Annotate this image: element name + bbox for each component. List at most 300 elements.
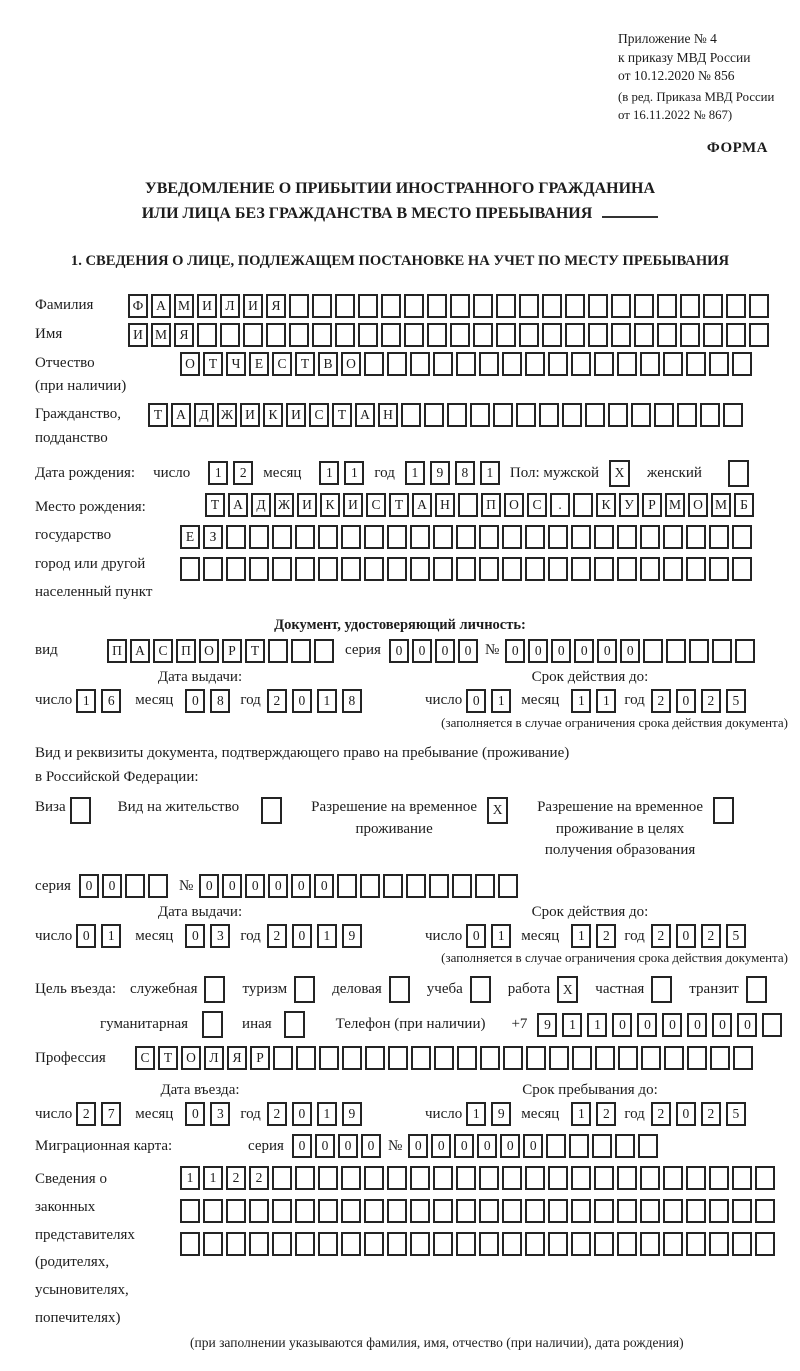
char-box[interactable] [594,1199,614,1223]
char-box[interactable] [542,294,562,318]
char-box[interactable]: О [181,1046,201,1070]
char-box[interactable] [571,1199,591,1223]
char-box[interactable]: 0 [505,639,525,663]
char-box[interactable] [643,639,663,663]
char-box[interactable] [410,525,430,549]
char-box[interactable] [404,294,424,318]
char-box[interactable] [713,797,734,824]
char-box[interactable]: Т [245,639,265,663]
char-box[interactable]: 0 [185,1102,205,1126]
char-box[interactable] [539,403,559,427]
char-box[interactable] [700,403,720,427]
char-box[interactable]: 0 [76,924,96,948]
char-box[interactable]: 1 [101,924,121,948]
char-box[interactable] [401,403,421,427]
char-box[interactable] [389,976,410,1003]
char-box[interactable]: С [527,493,547,517]
char-box[interactable] [502,1166,522,1190]
char-box[interactable] [479,557,499,581]
char-box[interactable] [709,1232,729,1256]
char-box[interactable] [226,1232,246,1256]
char-box[interactable]: 8 [342,689,362,713]
char-box[interactable]: Ж [274,493,294,517]
char-box[interactable]: 0 [79,874,99,898]
char-box[interactable] [516,403,536,427]
char-box[interactable] [266,323,286,347]
char-box[interactable]: К [320,493,340,517]
char-box[interactable] [318,1232,338,1256]
char-box[interactable] [640,525,660,549]
char-box[interactable]: 2 [267,689,287,713]
char-box[interactable]: К [263,403,283,427]
char-box[interactable]: 0 [185,689,205,713]
char-box[interactable] [571,352,591,376]
char-box[interactable]: 2 [226,1166,246,1190]
char-box[interactable] [470,403,490,427]
char-box[interactable] [663,1199,683,1223]
char-box[interactable] [204,976,225,1003]
char-box[interactable] [496,323,516,347]
char-box[interactable] [387,1199,407,1223]
char-box[interactable]: А [130,639,150,663]
char-box[interactable] [226,557,246,581]
char-box[interactable]: 0 [199,874,219,898]
char-box[interactable] [640,1232,660,1256]
char-box[interactable] [631,403,651,427]
char-box[interactable]: 9 [342,1102,362,1126]
char-box[interactable] [268,639,288,663]
char-box[interactable]: И [240,403,260,427]
char-box[interactable]: 0 [597,639,617,663]
char-box[interactable] [709,557,729,581]
char-box[interactable]: П [481,493,501,517]
char-box[interactable] [615,1134,635,1158]
char-box[interactable] [498,874,518,898]
char-box[interactable] [542,323,562,347]
char-box[interactable]: 9 [491,1102,511,1126]
char-box[interactable] [755,1232,775,1256]
char-box[interactable] [571,525,591,549]
char-box[interactable] [664,1046,684,1070]
char-box[interactable] [565,294,585,318]
char-box[interactable] [289,323,309,347]
char-box[interactable] [686,1199,706,1223]
char-box[interactable] [457,1046,477,1070]
char-box[interactable]: А [412,493,432,517]
char-box[interactable] [548,352,568,376]
char-box[interactable] [525,557,545,581]
char-box[interactable]: Н [435,493,455,517]
char-box[interactable]: М [151,323,171,347]
char-box[interactable]: 2 [701,1102,721,1126]
char-box[interactable]: С [272,352,292,376]
char-box[interactable] [387,1232,407,1256]
char-box[interactable] [666,639,686,663]
char-box[interactable] [638,1134,658,1158]
char-box[interactable] [312,294,332,318]
char-box[interactable]: 2 [596,924,616,948]
char-box[interactable] [762,1013,782,1037]
char-box[interactable]: 2 [76,1102,96,1126]
char-box[interactable]: X [557,976,578,1003]
char-box[interactable] [749,323,769,347]
char-box[interactable]: Е [180,525,200,549]
char-box[interactable]: 0 [389,639,409,663]
char-box[interactable]: 0 [292,689,312,713]
char-box[interactable]: Т [203,352,223,376]
char-box[interactable] [611,294,631,318]
char-box[interactable] [617,557,637,581]
char-box[interactable] [456,352,476,376]
char-box[interactable] [663,1232,683,1256]
char-box[interactable]: 1 [317,924,337,948]
char-box[interactable] [335,294,355,318]
char-box[interactable]: И [243,294,263,318]
char-box[interactable] [180,1199,200,1223]
char-box[interactable]: 0 [292,924,312,948]
char-box[interactable]: Т [332,403,352,427]
char-box[interactable] [410,1232,430,1256]
char-box[interactable]: Я [227,1046,247,1070]
char-box[interactable] [387,1166,407,1190]
char-box[interactable]: А [171,403,191,427]
char-box[interactable] [526,1046,546,1070]
char-box[interactable] [272,1199,292,1223]
char-box[interactable]: 2 [651,924,671,948]
char-box[interactable]: Р [222,639,242,663]
char-box[interactable]: 0 [637,1013,657,1037]
char-box[interactable]: 2 [249,1166,269,1190]
char-box[interactable] [726,294,746,318]
char-box[interactable]: Е [249,352,269,376]
char-box[interactable]: 9 [430,461,450,485]
char-box[interactable]: Т [158,1046,178,1070]
char-box[interactable] [585,403,605,427]
char-box[interactable]: 1 [76,689,96,713]
char-box[interactable]: О [199,639,219,663]
char-box[interactable] [475,874,495,898]
char-box[interactable] [571,557,591,581]
char-box[interactable] [364,1166,384,1190]
char-box[interactable] [387,557,407,581]
char-box[interactable] [411,1046,431,1070]
char-box[interactable] [680,294,700,318]
char-box[interactable] [433,1232,453,1256]
char-box[interactable]: А [228,493,248,517]
char-box[interactable] [709,1166,729,1190]
char-box[interactable]: И [128,323,148,347]
char-box[interactable]: 0 [245,874,265,898]
char-box[interactable] [502,1232,522,1256]
char-box[interactable] [433,557,453,581]
char-box[interactable]: Б [734,493,754,517]
char-box[interactable]: Я [266,294,286,318]
char-box[interactable]: С [366,493,386,517]
char-box[interactable] [470,976,491,1003]
char-box[interactable] [318,525,338,549]
char-box[interactable] [562,403,582,427]
char-box[interactable] [663,1166,683,1190]
char-box[interactable] [502,1199,522,1223]
char-box[interactable] [479,525,499,549]
char-box[interactable] [732,352,752,376]
char-box[interactable]: С [135,1046,155,1070]
char-box[interactable] [296,1046,316,1070]
char-box[interactable]: 5 [726,689,746,713]
char-box[interactable] [458,493,478,517]
char-box[interactable] [335,323,355,347]
char-box[interactable]: А [151,294,171,318]
char-box[interactable]: 0 [466,689,486,713]
char-box[interactable] [295,525,315,549]
char-box[interactable] [519,294,539,318]
char-box[interactable] [295,1166,315,1190]
char-box[interactable]: 0 [612,1013,632,1037]
char-box[interactable] [433,1199,453,1223]
char-box[interactable] [473,323,493,347]
char-box[interactable]: 0 [268,874,288,898]
char-box[interactable] [686,557,706,581]
char-box[interactable] [732,557,752,581]
char-box[interactable]: 0 [292,1102,312,1126]
char-box[interactable] [364,557,384,581]
char-box[interactable] [686,1166,706,1190]
char-box[interactable] [387,352,407,376]
char-box[interactable] [433,352,453,376]
char-box[interactable] [677,403,697,427]
char-box[interactable] [249,557,269,581]
char-box[interactable]: 0 [412,639,432,663]
char-box[interactable] [749,294,769,318]
char-box[interactable] [569,1134,589,1158]
char-box[interactable]: 0 [222,874,242,898]
char-box[interactable]: 0 [466,924,486,948]
char-box[interactable]: 0 [291,874,311,898]
char-box[interactable] [358,294,378,318]
char-box[interactable] [272,525,292,549]
char-box[interactable] [732,1199,752,1223]
char-box[interactable] [548,1166,568,1190]
char-box[interactable] [617,352,637,376]
char-box[interactable] [710,1046,730,1070]
char-box[interactable]: 0 [676,924,696,948]
char-box[interactable] [364,1199,384,1223]
char-box[interactable] [493,403,513,427]
char-box[interactable] [365,1046,385,1070]
char-box[interactable] [406,874,426,898]
char-box[interactable]: К [596,493,616,517]
char-box[interactable]: 0 [431,1134,451,1158]
char-box[interactable]: 0 [500,1134,520,1158]
char-box[interactable]: 7 [101,1102,121,1126]
char-box[interactable]: 1 [405,461,425,485]
char-box[interactable]: 0 [662,1013,682,1037]
char-box[interactable] [657,294,677,318]
char-box[interactable] [663,557,683,581]
char-box[interactable]: 1 [571,689,591,713]
char-box[interactable]: Т [148,403,168,427]
char-box[interactable]: Ч [226,352,246,376]
char-box[interactable]: 6 [101,689,121,713]
char-box[interactable] [479,1199,499,1223]
char-box[interactable] [663,352,683,376]
char-box[interactable] [525,1232,545,1256]
char-box[interactable] [197,323,217,347]
char-box[interactable] [473,294,493,318]
char-box[interactable]: 1 [208,461,228,485]
char-box[interactable] [410,557,430,581]
char-box[interactable] [312,323,332,347]
char-box[interactable]: У [619,493,639,517]
char-box[interactable]: И [297,493,317,517]
char-box[interactable] [594,525,614,549]
char-box[interactable]: 1 [562,1013,582,1037]
char-box[interactable] [220,323,240,347]
char-box[interactable]: В [318,352,338,376]
char-box[interactable] [479,1166,499,1190]
char-box[interactable]: С [153,639,173,663]
char-box[interactable] [641,1046,661,1070]
char-box[interactable]: П [107,639,127,663]
char-box[interactable] [617,1166,637,1190]
char-box[interactable] [726,323,746,347]
char-box[interactable] [503,1046,523,1070]
char-box[interactable]: 2 [233,461,253,485]
char-box[interactable] [243,323,263,347]
char-box[interactable]: 2 [267,924,287,948]
char-box[interactable] [618,1046,638,1070]
char-box[interactable] [433,1166,453,1190]
char-box[interactable]: 0 [712,1013,732,1037]
char-box[interactable] [709,352,729,376]
char-box[interactable] [427,294,447,318]
char-box[interactable] [617,1199,637,1223]
char-box[interactable]: Т [205,493,225,517]
char-box[interactable]: 3 [210,1102,230,1126]
char-box[interactable]: X [487,797,508,824]
char-box[interactable] [249,1232,269,1256]
char-box[interactable] [755,1166,775,1190]
char-box[interactable] [456,525,476,549]
char-box[interactable]: . [550,493,570,517]
char-box[interactable] [654,403,674,427]
char-box[interactable] [479,1232,499,1256]
char-box[interactable] [284,1011,305,1038]
char-box[interactable]: О [504,493,524,517]
char-box[interactable]: Т [295,352,315,376]
char-box[interactable] [703,323,723,347]
char-box[interactable]: М [665,493,685,517]
char-box[interactable] [410,352,430,376]
char-box[interactable] [732,1232,752,1256]
char-box[interactable]: О [341,352,361,376]
char-box[interactable] [732,525,752,549]
char-box[interactable] [383,874,403,898]
char-box[interactable]: 2 [267,1102,287,1126]
char-box[interactable] [640,1199,660,1223]
char-box[interactable] [360,874,380,898]
char-box[interactable] [634,323,654,347]
char-box[interactable] [651,976,672,1003]
char-box[interactable]: Р [250,1046,270,1070]
char-box[interactable] [203,1199,223,1223]
char-box[interactable] [272,557,292,581]
char-box[interactable]: 1 [317,689,337,713]
char-box[interactable] [502,557,522,581]
char-box[interactable]: 1 [571,1102,591,1126]
char-box[interactable] [381,294,401,318]
char-box[interactable] [318,1199,338,1223]
char-box[interactable] [337,874,357,898]
char-box[interactable] [594,352,614,376]
char-box[interactable]: З [203,525,223,549]
char-box[interactable]: Д [194,403,214,427]
char-box[interactable]: 0 [315,1134,335,1158]
char-box[interactable] [295,1199,315,1223]
char-box[interactable]: 0 [408,1134,428,1158]
char-box[interactable] [364,1232,384,1256]
char-box[interactable] [295,557,315,581]
char-box[interactable] [595,1046,615,1070]
char-box[interactable]: Я [174,323,194,347]
char-box[interactable] [588,323,608,347]
char-box[interactable]: М [174,294,194,318]
char-box[interactable]: Д [251,493,271,517]
char-box[interactable]: 0 [435,639,455,663]
char-box[interactable] [289,294,309,318]
char-box[interactable] [341,557,361,581]
char-box[interactable]: 0 [185,924,205,948]
char-box[interactable]: П [176,639,196,663]
char-box[interactable] [261,797,282,824]
char-box[interactable] [318,557,338,581]
char-box[interactable] [358,323,378,347]
char-box[interactable] [180,1232,200,1256]
char-box[interactable]: 2 [651,689,671,713]
char-box[interactable] [456,557,476,581]
char-box[interactable] [728,460,749,487]
char-box[interactable] [611,323,631,347]
char-box[interactable] [525,1166,545,1190]
char-box[interactable] [548,1232,568,1256]
char-box[interactable] [148,874,168,898]
char-box[interactable] [203,557,223,581]
char-box[interactable]: 0 [687,1013,707,1037]
char-box[interactable]: О [688,493,708,517]
char-box[interactable]: 9 [342,924,362,948]
char-box[interactable] [525,352,545,376]
char-box[interactable] [617,1232,637,1256]
char-box[interactable]: X [609,460,630,487]
char-box[interactable] [502,525,522,549]
char-box[interactable] [519,323,539,347]
char-box[interactable] [388,1046,408,1070]
char-box[interactable] [548,525,568,549]
char-box[interactable] [686,1232,706,1256]
char-box[interactable] [318,1166,338,1190]
char-box[interactable] [479,352,499,376]
char-box[interactable]: О [180,352,200,376]
char-box[interactable]: 0 [737,1013,757,1037]
char-box[interactable] [273,1046,293,1070]
char-box[interactable] [549,1046,569,1070]
char-box[interactable]: И [343,493,363,517]
char-box[interactable] [294,976,315,1003]
char-box[interactable]: 2 [701,689,721,713]
char-box[interactable] [427,323,447,347]
char-box[interactable]: 8 [455,461,475,485]
char-box[interactable] [226,525,246,549]
